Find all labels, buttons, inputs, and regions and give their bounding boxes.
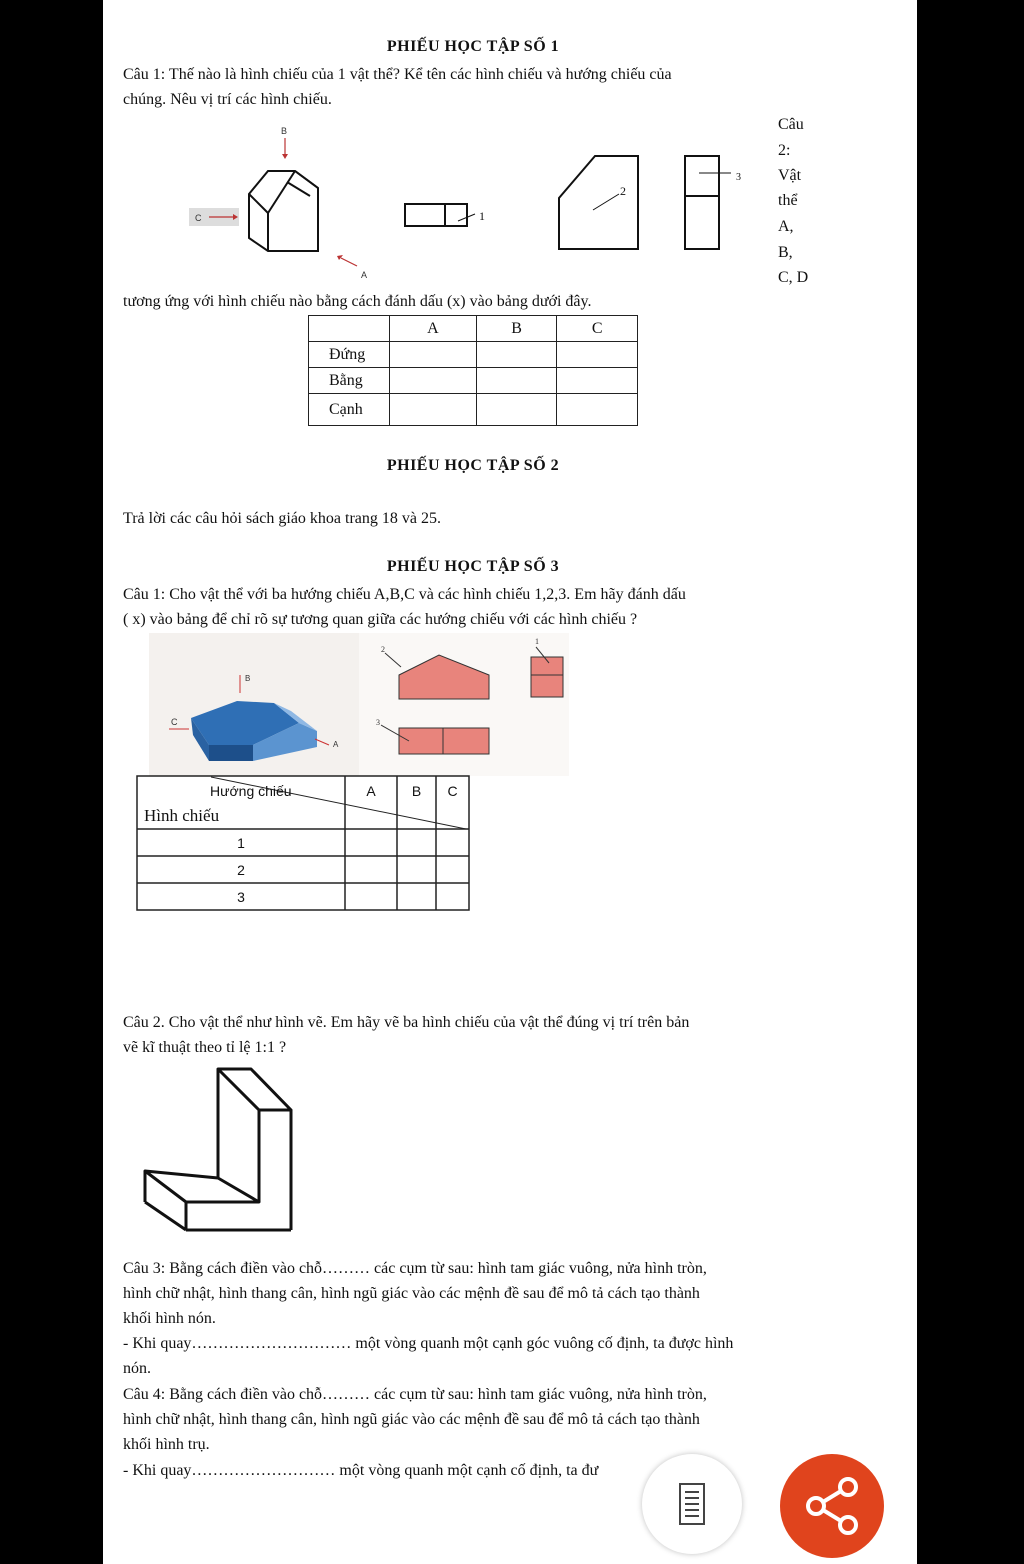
q2-side-1: 2: xyxy=(778,142,791,159)
sheet3-table xyxy=(136,775,470,912)
table1-row-label: Đứng xyxy=(309,342,390,368)
table1-cell xyxy=(476,368,557,394)
fig3-label-3: 3 xyxy=(376,718,380,727)
sheet3-q3-line5: nón. xyxy=(123,1360,151,1377)
share-icon xyxy=(780,1454,884,1558)
q2-side-4: A, xyxy=(778,218,794,235)
q2-side-6: C, D xyxy=(778,269,809,286)
table1-header: A xyxy=(390,316,477,342)
fig1-label-a: A xyxy=(361,270,368,280)
table3-row-1: 1 xyxy=(237,835,245,851)
sheet3-q2-line1: Câu 2. Cho vật thể như hình vẽ. Em hãy vẽ ba hình chiếu của vật thể đúng vị trí trên bản xyxy=(123,1014,690,1031)
table1-row-label: Bằng xyxy=(309,368,390,394)
table3-diag-bottom: Hình chiếu xyxy=(144,806,220,825)
sheet3-q4-line2: hình chữ nhật, hình thang cân, hình ngũ giác vào các mệnh đề sau để mô tả cách tạo thành xyxy=(123,1411,700,1428)
sheet1-q1-line2: chúng. Nêu vị trí các hình chiếu. xyxy=(123,91,332,108)
fig1-label-c: C xyxy=(195,213,202,223)
table1-cell xyxy=(557,342,638,368)
q2-side-5: B, xyxy=(778,244,793,261)
q2-side-2: Vật xyxy=(778,167,802,184)
sheet3-q3-line3: khối hình nón. xyxy=(123,1310,216,1327)
fig1-label-2: 2 xyxy=(620,184,626,198)
fig1-label-b: B xyxy=(281,126,288,136)
table1-row-label: Cạnh xyxy=(309,394,390,426)
sheet3-q1-line2: ( x) vào bảng để chỉ rõ sự tương quan giữa các hướng chiếu với các hình chiếu ? xyxy=(123,611,638,628)
table1-cell xyxy=(557,394,638,426)
sheet3-q3-line1: Câu 3: Bằng cách điền vào chỗ……… các cụm từ sau: hình tam giác vuông, nửa hình tròn, xyxy=(123,1260,707,1277)
sheet1-table xyxy=(308,315,638,426)
share-button[interactable] xyxy=(780,1454,884,1558)
sheet3-l-shape-figure xyxy=(141,1065,301,1235)
sheet3-figure xyxy=(149,633,569,776)
sheet3-q4-line4: - Khi quay……………………… một vòng quanh một cạnh cố định, ta đư xyxy=(123,1462,599,1479)
fig1-label-3: 3 xyxy=(736,172,741,183)
table3-col-a: A xyxy=(366,783,376,799)
table3-col-b: B xyxy=(411,783,422,799)
sheet2-text: Trả lời các câu hỏi sách giáo khoa trang 18 và 25. xyxy=(123,510,441,527)
fig1-label-1: 1 xyxy=(479,209,485,223)
table3-col-c: C xyxy=(447,783,458,799)
sheet1-figure xyxy=(183,118,743,283)
sheet3-q2-line2: vẽ kĩ thuật theo tỉ lệ 1:1 ? xyxy=(123,1039,287,1056)
document-icon xyxy=(642,1454,742,1554)
sheet3-q3-line4: - Khi quay………………………… một vòng quanh một cạnh góc vuông cố định, ta được hình xyxy=(123,1335,734,1352)
table3-row-3: 3 xyxy=(237,889,245,905)
fig3-label-b: B xyxy=(245,674,251,683)
table1-header: C xyxy=(557,316,638,342)
sheet2-title: PHIẾU HỌC TẬP SỐ 2 xyxy=(386,457,560,474)
table3-diag-top: Hướng chiếu xyxy=(210,783,292,799)
sheet1-title: PHIẾU HỌC TẬP SỐ 1 xyxy=(386,38,560,55)
table1-cell xyxy=(390,368,477,394)
sheet3-title: PHIẾU HỌC TẬP SỐ 3 xyxy=(386,558,560,575)
fig3-label-a: A xyxy=(333,740,339,749)
sheet3-q1-line1: Câu 1: Cho vật thể với ba hướng chiếu A,B,C và các hình chiếu 1,2,3. Em hãy đánh dấu xyxy=(123,586,686,603)
fig3-label-1: 1 xyxy=(535,637,539,646)
sheet3-q3-line2: hình chữ nhật, hình thang cân, hình ngũ giác vào các mệnh đề sau để mô tả cách tạo thành xyxy=(123,1285,700,1302)
fig3-label-c: C xyxy=(171,717,178,727)
document-view-button[interactable] xyxy=(642,1454,742,1554)
sheet1-q1-line1: Câu 1: Thế nào là hình chiếu của 1 vật thể? Kể tên các hình chiếu và hướng chiếu của xyxy=(123,66,672,83)
table1-cell xyxy=(390,342,477,368)
table1-corner xyxy=(309,316,390,342)
q2-side-0: Câu xyxy=(778,116,804,133)
table1-cell xyxy=(476,394,557,426)
table1-cell xyxy=(476,342,557,368)
q2-side-3: thể xyxy=(778,192,798,209)
sheet3-q4-line3: khối hình trụ. xyxy=(123,1436,210,1453)
document-page xyxy=(103,0,917,1564)
fig3-label-2: 2 xyxy=(381,645,385,654)
table1-cell xyxy=(557,368,638,394)
sheet3-q4-line1: Câu 4: Bằng cách điền vào chỗ……… các cụm từ sau: hình tam giác vuông, nửa hình tròn, xyxy=(123,1386,707,1403)
table1-cell xyxy=(390,394,477,426)
table1-header: B xyxy=(476,316,557,342)
table3-row-2: 2 xyxy=(237,862,245,878)
sheet1-q2-continued: tương ứng với hình chiếu nào bằng cách đánh dấu (x) vào bảng dưới đây. xyxy=(123,293,592,310)
